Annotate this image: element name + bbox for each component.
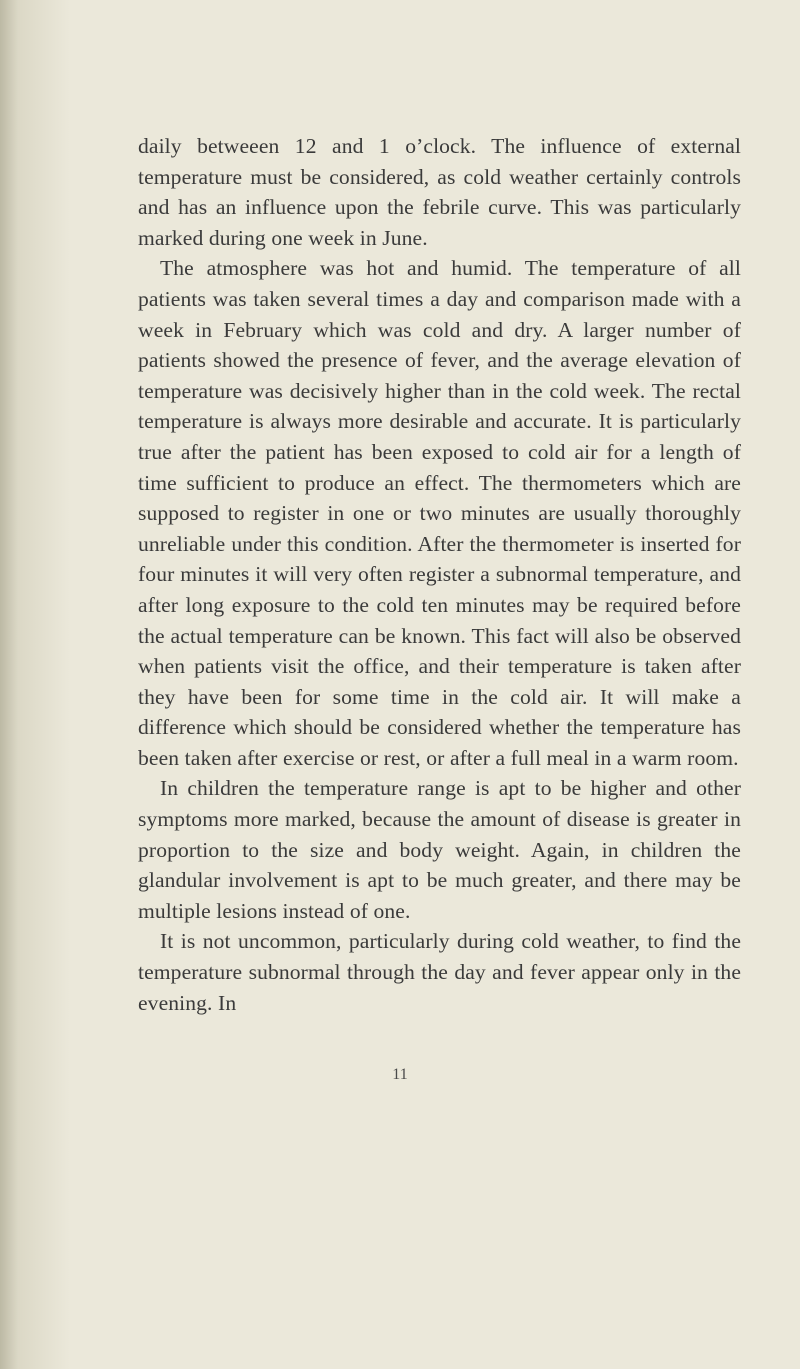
paragraph-3: In children the temperature range is apt to be higher and other symptoms more marked, because the amount of disease is greater in proportion to the size and body weight. Again, in children the glandular involvement is apt to be much greater, and there may be multiple lesions instead of one. xyxy=(138,776,741,923)
paragraph-1: daily betweeen 12 and 1 o’clock. The influence of external temperature must be considered, as cold weather certainly controls and has an influence upon the febrile curve. This was particularly marked during one week in June. xyxy=(138,134,741,250)
body-text xyxy=(138,131,741,1018)
paragraph-2: The atmosphere was hot and humid. The temperature of all patients was taken several times a day and comparison made with a week in February which was cold and dry. A larger number of patients showed the presence of fever, and the average elevation of temperature was decisively higher than in the cold week. The rectal temperature is always more desirable and accurate. It is particularly true after the patient has been exposed to cold air for a length of time sufficient to produce an effect. The thermometers which are supposed to register in one or two minutes are usually thoroughly unreliable under this condition. After the thermometer is inserted for four minutes it will very often register a subnormal temperature, and after long exposure to the cold ten minutes may be required before the actual temperature can be known. This fact will also be observed when patients visit the office, and their temperature is taken after they have been for some time in the cold air. It will make a difference which should be considered whether the temperature has been taken after exercise or rest, or after a full meal in a warm room. xyxy=(138,256,741,770)
page-number: 11 xyxy=(392,1066,408,1083)
paragraph-4: It is not uncommon, particularly during cold weather, to find the temperature subnormal through the day and fever appear only in the evening. In xyxy=(138,929,741,1015)
